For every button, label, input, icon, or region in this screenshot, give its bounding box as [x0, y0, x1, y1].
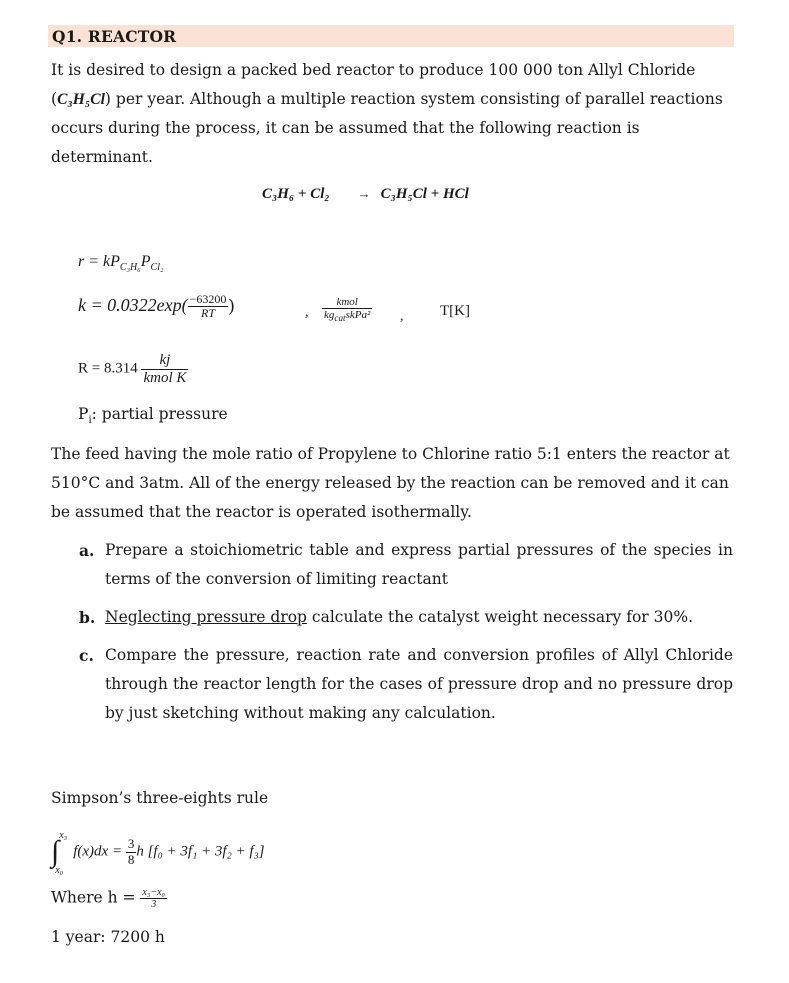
- step-size-definition: Where h = $\frac{\text{x₃−x₀}}{3}$: [51, 887, 165, 910]
- partial-pressure-note: $P_i$: partial pressure: [78, 405, 228, 427]
- part-c: c. Compare the pressure, reaction rate and conversion profiles of Allyl Chloride through the reactor length for the cases of pressure drop and no pressure drop by just sketching without making any calculation.: [79, 646, 733, 722]
- integral-limits: x₃ x₀: [55, 830, 68, 876]
- gas-constant-equation: R = 8.314 $\frac{kj}{\text{kmol K}}$: [78, 352, 187, 386]
- arrow-icon: →: [357, 186, 371, 201]
- feed-line-2: 510°C and 3atm. All of the energy released by the reaction can be removed and it can: [51, 474, 729, 492]
- integral-icon: ∫: [51, 835, 60, 868]
- question-title: Q1. REACTOR: [52, 27, 177, 46]
- rate-law: $r = kP_{C_3H_6}P_{Cl_2}$: [78, 253, 164, 274]
- question-header: [48, 25, 734, 47]
- rate-constant-equation: k = 0.0322exp( $\frac{-63200}{RT}$ ): [78, 292, 235, 321]
- intro-line-2: (C₃H₅Cl) per year. Although a multiple reaction system consisting of parallel reactions: [51, 90, 723, 108]
- feed-line-3: be assumed that the reactor is operated isothermally.: [51, 503, 472, 521]
- feed-paragraph: [51, 440, 732, 527]
- temperature-unit: T[K]: [440, 303, 470, 319]
- question-parts: [79, 536, 733, 728]
- feed-line-1: The feed having the mole ratio of Propylene to Chlorine ratio 5:1 enters the reactor at: [51, 445, 730, 463]
- intro-line-3: occurs during the process, it can be assumed that the following reaction is: [51, 119, 640, 137]
- intro-line-4: determinant.: [51, 148, 153, 166]
- intro-line-1: It is desired to design a packed bed reactor to produce 100 000 ton Allyl Chloride: [51, 61, 696, 79]
- intro-paragraph: [51, 56, 732, 172]
- comma-separator: ,: [305, 305, 309, 320]
- comma-separator-2: ,: [400, 309, 404, 324]
- simpson-title: Simpson’s three-eights rule: [51, 789, 269, 807]
- exponent-fraction: $\frac{-63200}{RT}$: [189, 292, 227, 321]
- year-hours-note: 1 year: 7200 h: [51, 928, 165, 946]
- allyl-chloride-formula: C₃H₅Cl: [57, 91, 105, 108]
- part-b: b. Neglecting pressure drop calculate the catalyst weight necessary for 30%.: [79, 608, 694, 627]
- simpson-formula: ∫ x₃ x₀ f(x)dx = $\frac{3}{8}$ h [f₀ + 3f₁ + 3f₂ + f₃]: [51, 830, 265, 876]
- part-a: a. Prepare a stoichiometric table and express partial pressures of the species in terms of the conversion of limiting reactant: [79, 541, 733, 588]
- reaction-equation: C₃H₆ + Cl₂ → C₃H₅Cl + HCl: [262, 186, 469, 202]
- rate-constant-units: $\frac{\text{kmol}}{kg_{cat}skPa^2}$: [324, 296, 371, 324]
